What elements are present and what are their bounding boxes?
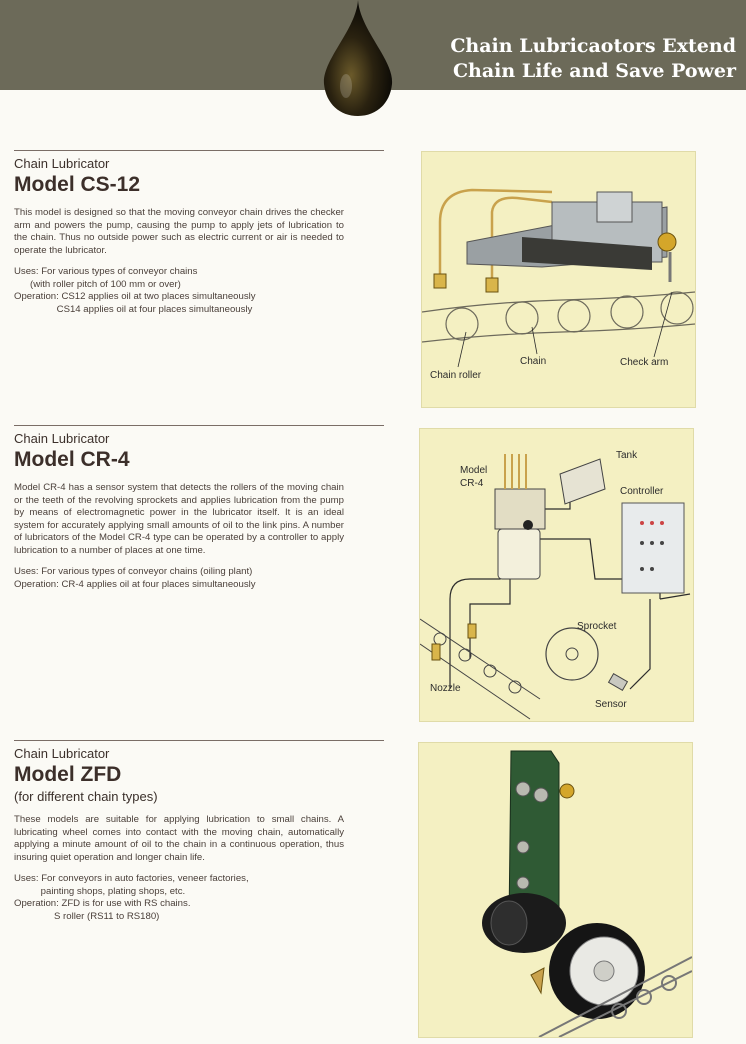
spec-line: Uses: For conveyors in auto factories, veneer factories, — [14, 873, 249, 884]
label-nozzle: Nozzle — [430, 683, 461, 694]
spec-line: Uses: For various types of conveyor chains (oiling plant) — [14, 566, 253, 577]
model-heading: Model CR-4 — [14, 448, 130, 471]
title-line-1: Chain Lubricaotors Extend — [450, 35, 736, 57]
cs12-illustration — [422, 152, 695, 407]
model-subtitle: (for different chain types) — [14, 789, 158, 804]
label-tank: Tank — [616, 450, 638, 461]
section-cr4 — [14, 425, 384, 591]
spec-line: Operation: CR-4 applies oil at four places simultaneously — [14, 578, 256, 590]
figure-cs12 — [421, 151, 696, 408]
label-check-arm: Check arm — [620, 357, 669, 368]
divider — [14, 740, 384, 741]
spec-line: CS14 applies oil at four places simultaneously — [14, 303, 253, 315]
model-description: These models are suitable for applying lubrication to small chains. A lubricating wheel comes into contact with the moving chain, automatically applying a minute amount of oil to the chain in a continuous operation, thus insuring quiet operation and longer chain life. — [14, 814, 344, 863]
section-kicker: Chain Lubricator — [14, 156, 110, 171]
divider — [14, 425, 384, 426]
page-title — [450, 34, 736, 84]
model-heading: Model CS-12 — [14, 173, 141, 196]
spec-line: Operation: ZFD is for use with RS chains. — [14, 898, 191, 909]
figure-cr4 — [419, 428, 694, 722]
label-controller: Controller — [620, 486, 664, 497]
title-line-2: Chain Life and Save Power — [452, 60, 736, 82]
section-kicker: Chain Lubricator — [14, 431, 110, 446]
model-heading: Model ZFD — [14, 763, 122, 786]
label-sensor: Sensor — [595, 699, 627, 710]
section-kicker: Chain Lubricator — [14, 746, 110, 761]
label-sprocket: Sprocket — [577, 621, 617, 632]
divider — [14, 150, 384, 151]
model-description: Model CR-4 has a sensor system that detects the rollers of the moving chain or the teeth of the revolving sprockets and applies lubrication from the pump by means of electromagnetic power in the lubricator itself. It is an ideal system for accurately applying small amounts of oil to the link pins. A number of lubricators of the Model CR-4 type can be operated by a controller to apply lubrication to a number of places at one time. — [14, 482, 344, 556]
label-cr4: CR-4 — [460, 478, 484, 489]
model-description: This model is designed so that the moving conveyor chain drives the checker arm and powers the pump, causing the pump to apply jets of lubrication to the chain. Thus no outside power such as electric current or air is needed to operate the lubricator. — [14, 207, 344, 256]
section-cs12 — [14, 150, 384, 316]
spec-line: (with roller pitch of 100 mm or over) — [14, 278, 181, 290]
spec-line: Operation: CS12 applies oil at two places simultaneously — [14, 291, 256, 302]
section-zfd — [14, 740, 384, 923]
label-model: Model — [460, 465, 488, 476]
label-chain: Chain — [520, 356, 547, 367]
figure-zfd — [418, 742, 693, 1038]
label-chain-roller: Chain roller — [430, 370, 482, 381]
oil-drop-icon — [318, 0, 398, 118]
spec-line: painting shops, plating shops, etc. — [14, 885, 186, 897]
spec-line: S roller (RS11 to RS180) — [14, 910, 160, 922]
spec-line: Uses: For various types of conveyor chains — [14, 266, 198, 277]
zfd-illustration — [419, 743, 692, 1037]
